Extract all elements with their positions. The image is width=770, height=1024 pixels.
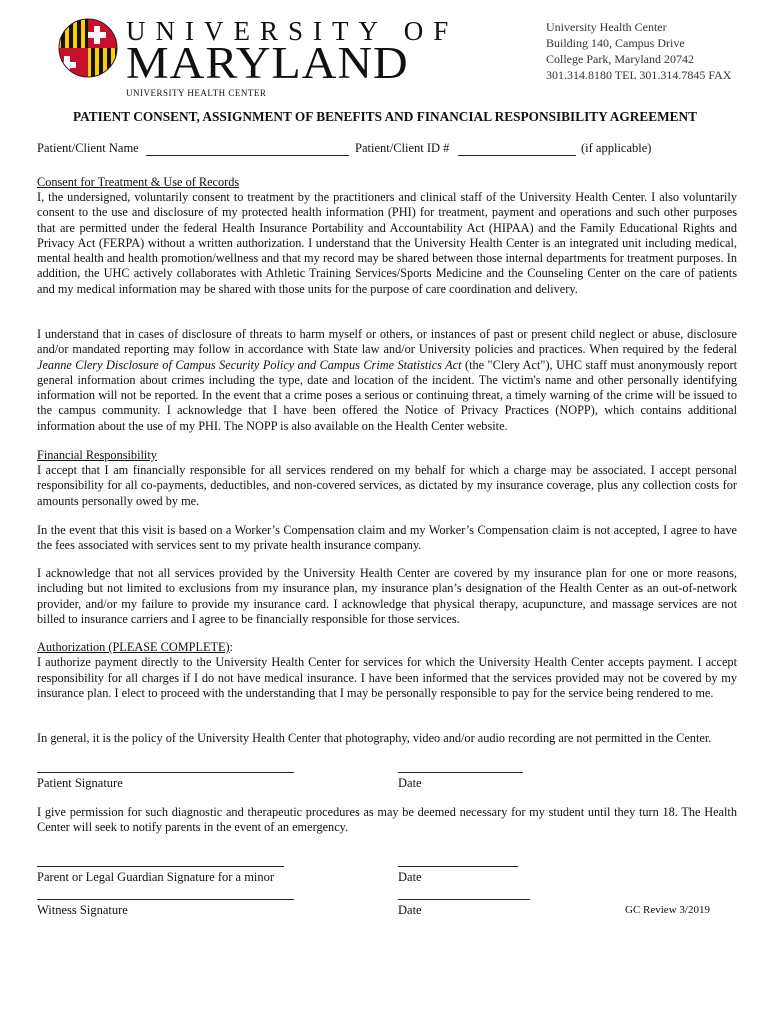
patient-signature-label: Patient Signature [37,776,123,790]
consent-section [37,175,737,297]
university-seal-logo [58,18,118,78]
clery-act-title: Jeanne Clery Disclosure of Campus Security Policy and Campus Crime Statistics Act [37,357,462,372]
witness-signature-label: Witness Signature [37,903,128,917]
address-line: 301.314.8180 TEL 301.314.7845 FAX [546,68,732,82]
consent-paragraph-1: I, the undersigned, voluntarily consent to treatment by the practitioners and clinical staff of the University Health Center. I also voluntarily consent to the use and disclosure of my protected health information (PHI) for treatment, payment and operations and such other purposes that are permitted under the federal Health Insurance Portability and Accountability Act (HIPAA) and the Family Educational Rights and Privacy Act (FERPA) without a written authorization. I understand that the University Health Center is an integrated unit including medical, mental health and health promotion/wellness and that my record may be shared between those internal departments for treatment purposes. In addition, the UHC actively collaborates with Athletic Training Services/Sports Medicine and the Counseling Center on the care of patients and my medical information may be shared with those units for the purpose of care coordination and delivery. [37,190,737,296]
patient-date-line[interactable] [398,772,523,773]
financial-section [37,448,737,509]
health-center-subtitle: UNIVERSITY HEALTH CENTER [126,88,267,98]
financial-paragraph-1: I accept that I am financially responsible for all services rendered on my behalf for which a charge may be associated. I accept personal responsibility for all co-payments, deductibles, and non-covered services, as dictated by my insurance coverage, plus any collection costs for amounts personally owed by me. [37,463,737,508]
patient-id-label: Patient/Client ID # [355,141,450,155]
guardian-signature-line[interactable] [37,866,284,867]
address-block [546,19,731,83]
recording-policy: In general, it is the policy of the University Health Center that photography, video and/or audio recording are not permitted in the Center. [37,731,712,745]
authorization-paragraph-1: I authorize payment directly to the University Health Center for services for which the University Health Center accepts payment. I accept responsibility for all charges if I do not have medical insurance. I have been informed that the services provided may not be covered by my insurance plan. I elect to proceed with the understanding that I may be personally responsible to pay for the service being rendered to me. [37,655,737,700]
financial-paragraph-3: I acknowledge that not all services provided by the University Health Center are covered by my insurance plan for one or more reasons, including but not limited to exclusions from my insurance plan, my insurance plan’s designation of the Health Center as an out-of-network provider, and/or my failure to provide my insurance card. I acknowledge that physical therapy, acupuncture, and massage services are not billed to insurance carriers and I agree to be financially responsible for those services. [37,566,737,626]
address-line: Building 140, Campus Drive [546,36,685,50]
patient-name-field[interactable] [146,155,349,156]
guardian-signature-label: Parent or Legal Guardian Signature for a minor [37,870,275,884]
form-title: PATIENT CONSENT, ASSIGNMENT OF BENEFITS AND FINANCIAL RESPONSIBILITY AGREEMENT [73,109,697,124]
consent-p2-text-b: (the "Clery Act"), UHC staff must anonymously report general information about crimes including the type, date and location of the incident. The victim's name and other personally identifying information will not be reported. In the event that a crime poses a serious or continuing threat, a timely warning of the crime will be issued to the campus community. I acknowledge that I have been offered the Notice of Privacy Practices (NOPP), which contains additional information about the use of my PHI. The NOPP is also available on the Health Center website. [37,357,737,433]
authorization-section [37,640,737,701]
consent-heading: Consent for Treatment & Use of Records [37,175,240,189]
guardian-date-label: Date [398,870,422,884]
witness-date-line[interactable] [398,899,530,900]
guardian-date-line[interactable] [398,866,518,867]
authorization-heading-colon: : [229,640,234,654]
financial-paragraph-2: In the event that this visit is based on a Worker’s Compensation claim and my Worker’s Compensation claim is not accepted, I agree to have the fees associated with services sent to my private health insurance company. [37,523,737,553]
address-line: College Park, Maryland 20742 [546,52,694,66]
witness-signature-line[interactable] [37,899,294,900]
consent-p2-text-a: I understand that in cases of disclosure of threats to harm myself or others, or instances of past or present child neglect or abuse, disclosure and/or mandated reporting may follow in accordance with State law and/or University policies and practices. When required by the federal [37,327,737,357]
authorization-heading: Authorization (PLEASE COMPLETE) [37,640,230,654]
review-note: GC Review 3/2019 [625,904,710,916]
patient-name-label: Patient/Client Name [37,141,139,155]
patient-date-label: Date [398,776,422,790]
financial-heading: Financial Responsibility [37,448,157,462]
witness-date-label: Date [398,903,422,917]
maryland-wordmark: MARYLAND [126,38,409,89]
consent-paragraph-2 [37,327,737,434]
university-of-text: UNIVERSITY OF [126,16,459,46]
minor-permission-text: I give permission for such diagnostic and therapeutic procedures as may be deemed necessary for my student until they turn 18. The Health Center will seek to notify parents in the event of an emergency. [37,805,737,835]
patient-id-suffix: (if applicable) [581,141,652,155]
address-line: University Health Center [546,20,667,34]
patient-signature-line[interactable] [37,772,294,773]
patient-id-field[interactable] [458,155,576,156]
